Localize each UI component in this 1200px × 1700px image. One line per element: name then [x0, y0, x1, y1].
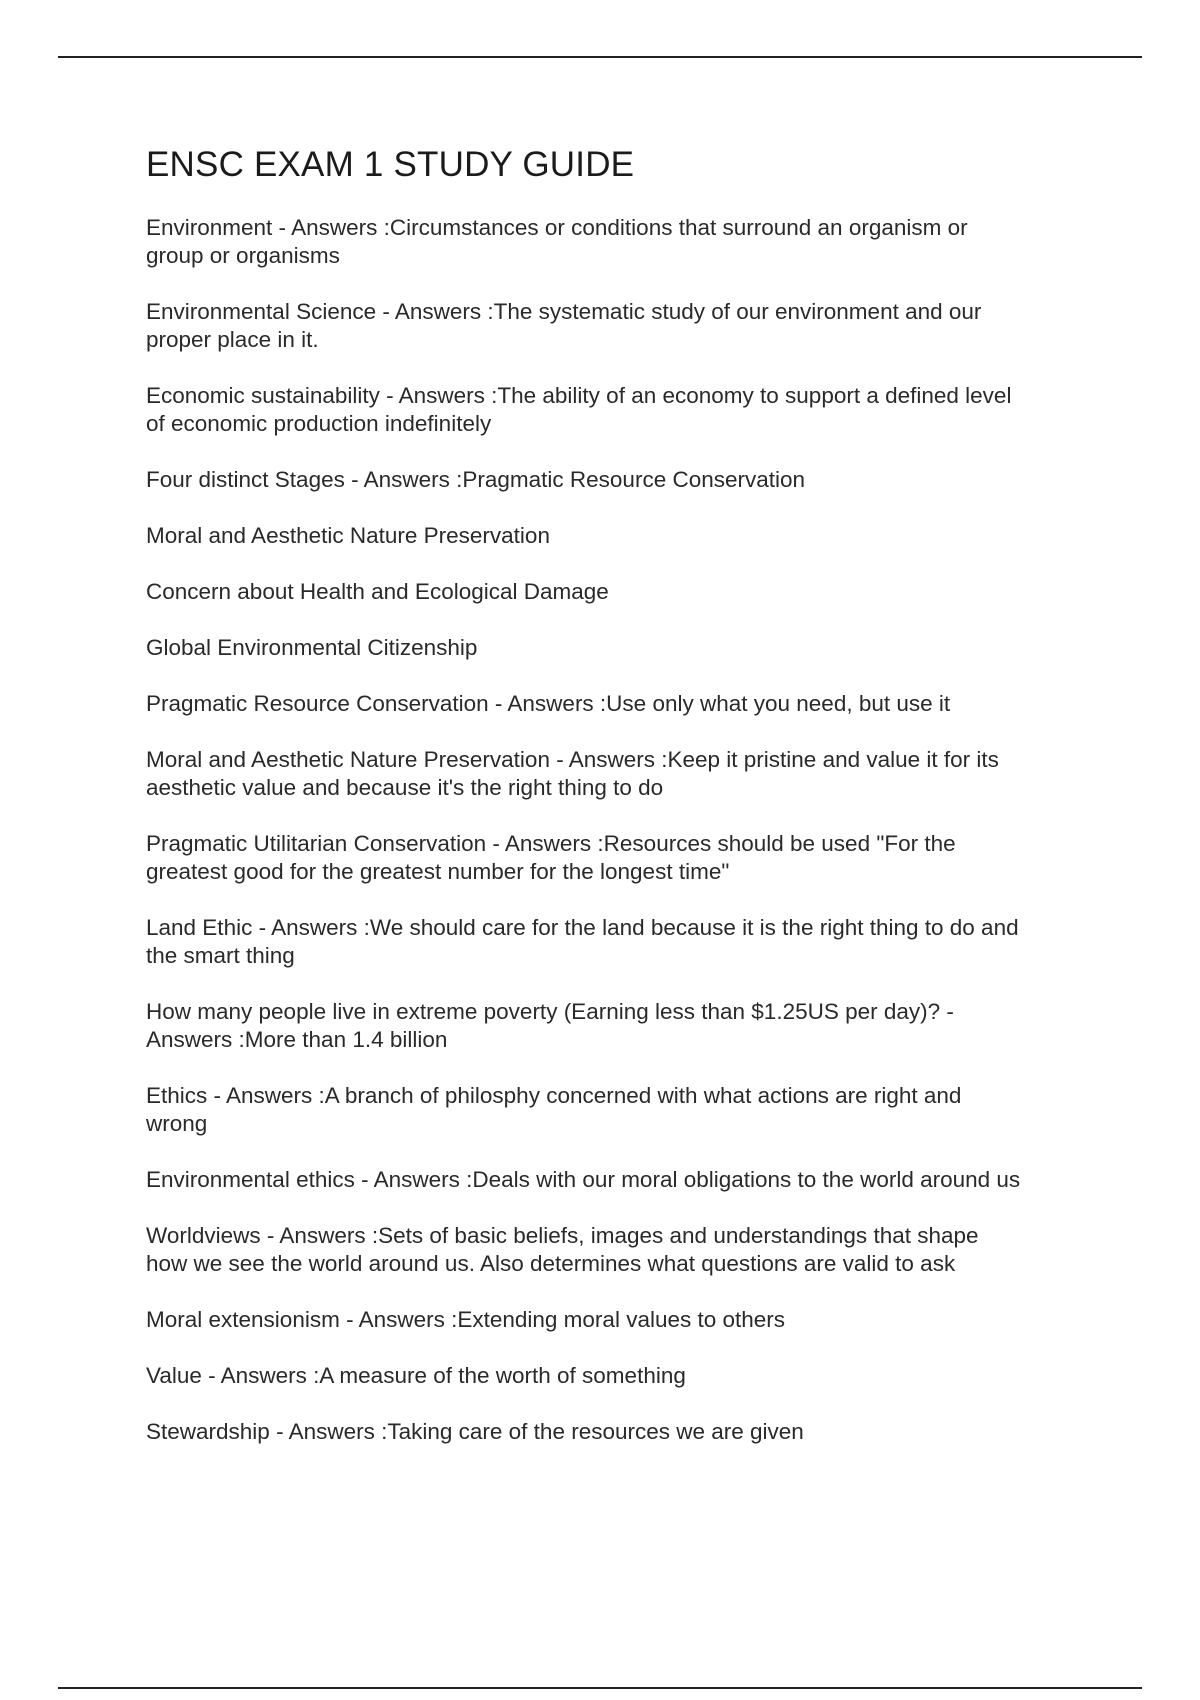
document-body	[146, 141, 1091, 1474]
entry: Ethics - Answers :A branch of philosphy concerned with what actions are right and wrong	[146, 1083, 962, 1136]
entry: Value - Answers :A measure of the worth of something	[146, 1363, 686, 1388]
entry: Economic sustainability - Answers :The ability of an economy to support a defined level of economic production indefinitely	[146, 383, 1012, 436]
entry: How many people live in extreme poverty (Earning less than $1.25US per day)? - Answers :More than 1.4 billion	[146, 999, 954, 1052]
entry: Global Environmental Citizenship	[146, 635, 478, 660]
entry: Moral and Aesthetic Nature Preservation	[146, 523, 550, 548]
entry: Pragmatic Resource Conservation - Answers :Use only what you need, but use it	[146, 691, 951, 716]
entry: Stewardship - Answers :Taking care of the resources we are given	[146, 1419, 804, 1444]
entry: Environmental ethics - Answers :Deals with our moral obligations to the world around us	[146, 1167, 1021, 1192]
bottom-rule	[58, 1687, 1142, 1689]
entry: Worldviews - Answers :Sets of basic beliefs, images and understandings that shape how we see the world around us. Also determines what questions are valid to ask	[146, 1223, 979, 1276]
entry: Pragmatic Utilitarian Conservation - Answers :Resources should be used "For the greatest good for the greatest number for the longest time"	[146, 831, 956, 884]
document-title: ENSC EXAM 1 STUDY GUIDE	[146, 145, 635, 184]
top-rule	[58, 56, 1142, 58]
entry-list	[146, 214, 1091, 1446]
entry: Environment - Answers :Circumstances or conditions that surround an organism or group or organisms	[146, 215, 968, 268]
entry: Moral and Aesthetic Nature Preservation - Answers :Keep it pristine and value it for its aesthetic value and because it's the right thing to do	[146, 747, 999, 800]
entry: Four distinct Stages - Answers :Pragmatic Resource Conservation	[146, 467, 806, 492]
entry: Concern about Health and Ecological Damage	[146, 579, 609, 604]
entry: Environmental Science - Answers :The systematic study of our environment and our proper place in it.	[146, 299, 982, 352]
entry: Land Ethic - Answers :We should care for the land because it is the right thing to do and the smart thing	[146, 915, 1019, 968]
entry: Moral extensionism - Answers :Extending moral values to others	[146, 1307, 786, 1332]
